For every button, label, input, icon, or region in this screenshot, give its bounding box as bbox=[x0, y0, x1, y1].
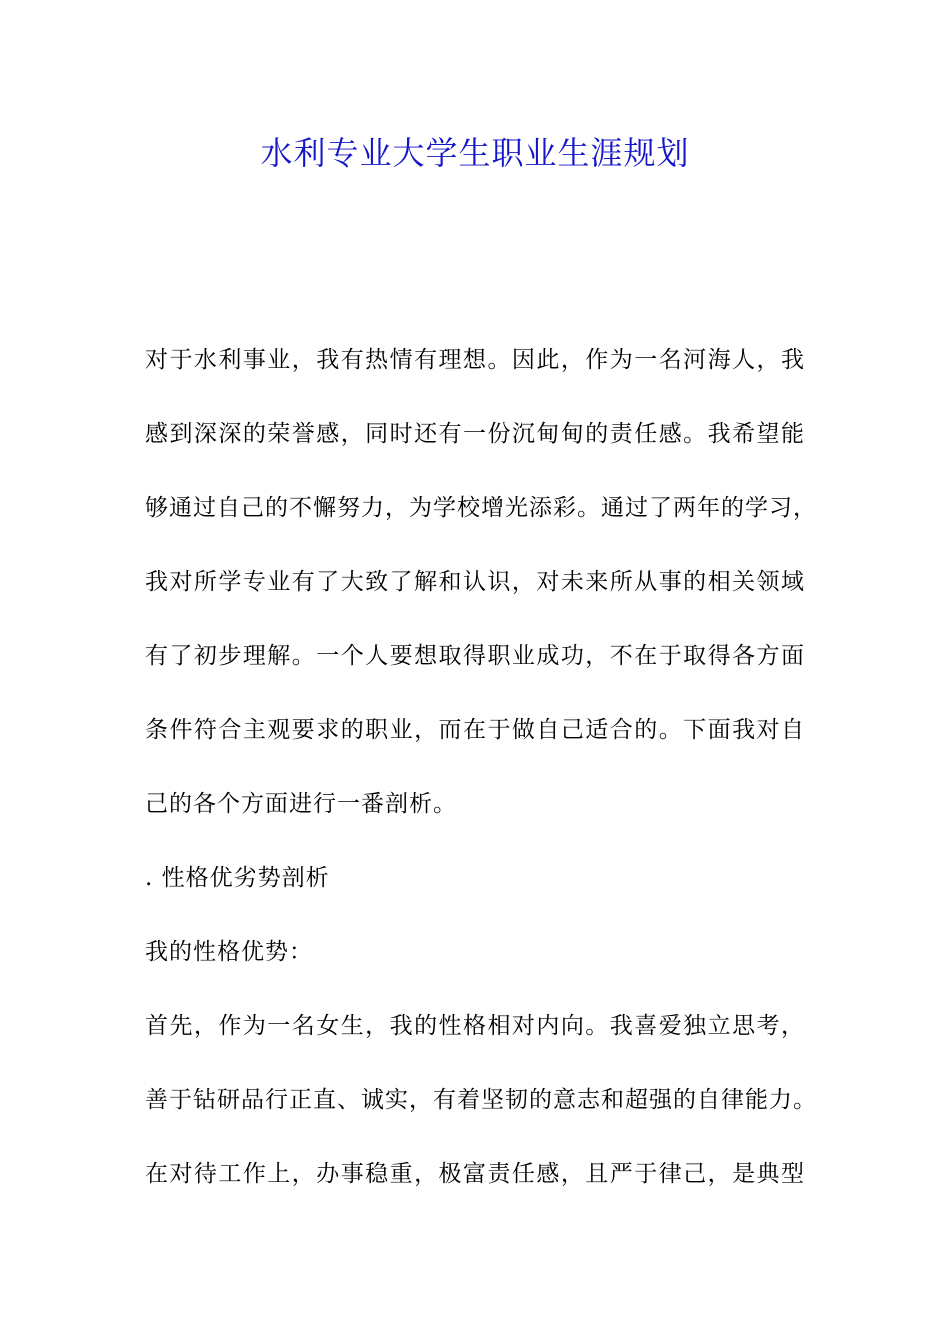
paragraph-line: 己的各个方面进行一番剖析。 bbox=[145, 791, 457, 817]
section-heading: . 性格优劣势剖析 bbox=[145, 865, 330, 891]
paragraph-line: 在对待工作上，办事稳重，极富责任感，且严于律己，是典型 bbox=[145, 1161, 805, 1187]
document-title: 水利专业大学生职业生涯规划 bbox=[260, 134, 690, 172]
paragraph-line: 首先，作为一名女生，我的性格相对内向。我喜爱独立思考， bbox=[145, 1013, 805, 1039]
paragraph-line: 感到深深的荣誉感，同时还有一份沉甸甸的责任感。我希望能 bbox=[145, 421, 805, 447]
paragraph-line: 善于钻研品行正直、诚实，有着坚韧的意志和超强的自律能力。 bbox=[145, 1087, 817, 1113]
subheading: 我的性格优势： bbox=[145, 939, 313, 965]
paragraph-line: 条件符合主观要求的职业，而在于做自己适合的。下面我对自 bbox=[145, 717, 805, 743]
paragraph-line: 够通过自己的不懈努力，为学校增光添彩。通过了两年的学习， bbox=[145, 495, 817, 521]
paragraph-line: 有了初步理解。一个人要想取得职业成功，不在于取得各方面 bbox=[145, 643, 805, 669]
paragraph-line: 我对所学专业有了大致了解和认识，对未来所从事的相关领域 bbox=[145, 569, 805, 595]
paragraph-line: 对于水利事业，我有热情有理想。因此，作为一名河海人，我 bbox=[145, 347, 805, 373]
